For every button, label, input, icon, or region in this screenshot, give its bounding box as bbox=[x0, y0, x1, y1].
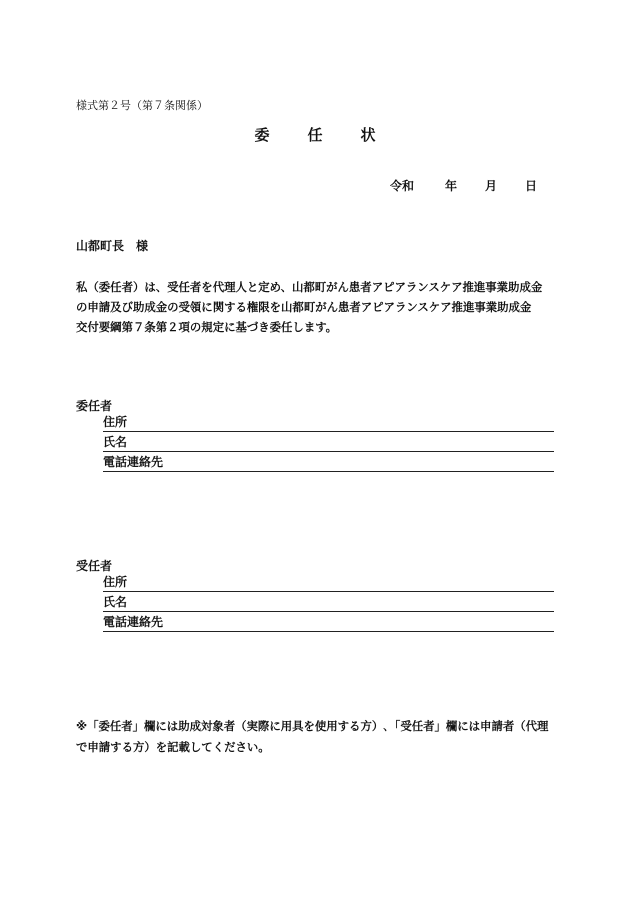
delegate-heading: 受任者 bbox=[76, 559, 113, 573]
delegate-phone-label: 電話連絡先 bbox=[103, 615, 164, 629]
document-title bbox=[0, 124, 630, 145]
delegator-name-field[interactable] bbox=[103, 434, 554, 452]
statement-line: 私（委任者）は、受任者を代理人と定め、山都町がん患者アピアランスケア推進事業助成金 bbox=[76, 280, 543, 294]
statement-line: 交付要綱第７条第２項の規定に基づき委任します。 bbox=[76, 320, 338, 334]
delegator-address-label: 住所 bbox=[103, 415, 128, 429]
delegate-phone-field[interactable] bbox=[103, 614, 554, 632]
date-month-label: 月 bbox=[485, 179, 498, 193]
delegator-phone-field[interactable] bbox=[103, 454, 554, 472]
footnote-line: ※「委任者」欄には助成対象者（実際に用具を使用する方）､「受任者」欄には申請者（代理 bbox=[76, 719, 549, 733]
title-char-1: 委 bbox=[254, 126, 270, 144]
form-number: 様式第２号（第７条関係） bbox=[76, 99, 208, 112]
date-line bbox=[390, 177, 537, 194]
date-year-label: 年 bbox=[445, 179, 458, 193]
delegator-phone-label: 電話連絡先 bbox=[103, 455, 164, 469]
title-char-2: 任 bbox=[307, 126, 323, 144]
date-era: 令和 bbox=[390, 179, 415, 193]
delegate-address-label: 住所 bbox=[103, 575, 128, 589]
footnote-line: で申請する方）を記載してください。 bbox=[76, 740, 270, 754]
addressee: 山都町長 様 bbox=[76, 239, 149, 253]
delegate-address-field[interactable] bbox=[103, 574, 554, 592]
delegate-name-field[interactable] bbox=[103, 594, 554, 612]
date-day-label: 日 bbox=[525, 179, 538, 193]
delegator-heading: 委任者 bbox=[76, 399, 113, 413]
title-char-3: 状 bbox=[360, 126, 376, 144]
delegator-name-label: 氏名 bbox=[103, 435, 128, 449]
delegation-statement bbox=[76, 277, 560, 337]
statement-line: の申請及び助成金の受領に関する権限を山都町がん患者アピアランスケア推進事業助成金 bbox=[76, 300, 532, 314]
footnote bbox=[76, 716, 560, 758]
delegator-address-field[interactable] bbox=[103, 414, 554, 432]
delegate-name-label: 氏名 bbox=[103, 595, 128, 609]
